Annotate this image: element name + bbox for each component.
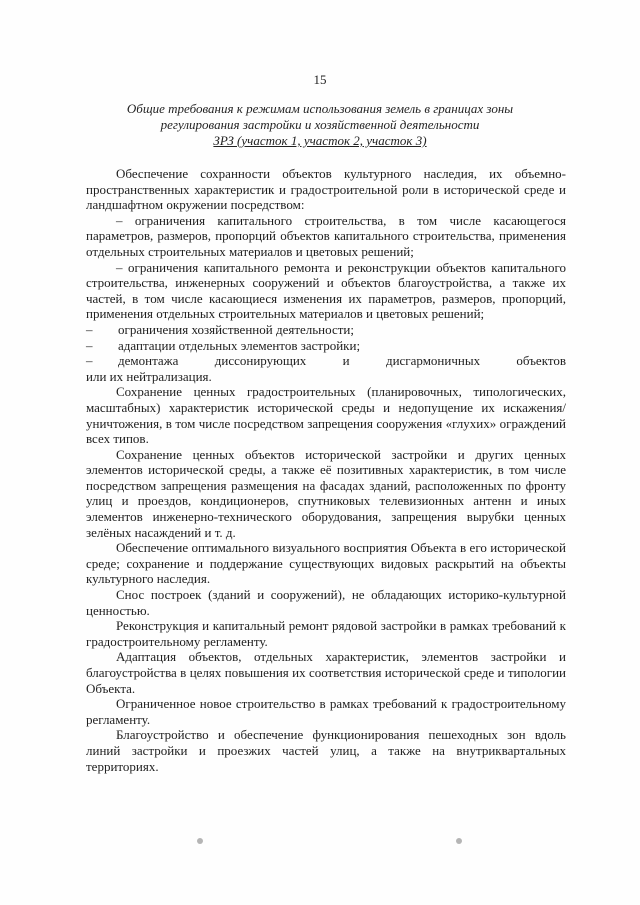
scan-mark xyxy=(197,838,203,844)
paragraph: Сохранение ценных градостроительных (планировочных, типологических, масштабных) характеристик исторической среды и недопущение их искажения/уничтожения, в том числе посредством запрещения сооружения «глухих» ограждений всех типов. xyxy=(86,384,566,447)
heading-line-2: регулирования застройки и хозяйственной деятельности xyxy=(160,117,480,132)
paragraph-continuation: или их нейтрализация. xyxy=(86,368,212,384)
paragraph: Снос построек (зданий и сооружений), не обладающих историко-культурной ценностью. xyxy=(86,587,566,618)
list-dash: – xyxy=(86,353,93,369)
list-item xyxy=(86,322,566,338)
paragraph: Обеспечение оптимального визуального восприятия Объекта в его исторической среде; сохранение и поддержание существующих видовых раскрытий на объекты культурного наследия. xyxy=(86,540,566,587)
list-dash: – xyxy=(86,337,93,353)
scan-mark xyxy=(456,838,462,844)
paragraph: Адаптация объектов, отдельных характеристик, элементов застройки и благоустройства в целях повышения их соответствия исторической среде и типологии Объекта. xyxy=(86,649,566,696)
paragraph: Реконструкция и капитальный ремонт рядовой застройки в рамках требований к градостроительному регламенту. xyxy=(86,618,566,649)
list-dash: – xyxy=(86,321,93,337)
paragraph: Обеспечение сохранности объектов культурного наследия, их объемно-пространственных характеристик и градостроительной роли в исторической среде и ландшафтном окружении посредством: xyxy=(86,166,566,213)
body-text xyxy=(86,166,566,774)
list-item-text: адаптации отдельных элементов застройки; xyxy=(118,337,361,353)
page-number: 15 xyxy=(313,72,327,87)
paragraph: Сохранение ценных объектов исторической застройки и других ценных элементов исторической среды, а также её позитивных характеристик, в том числе посредством запрещения размещения на фасадах зданий, расположенных по фронту улиц и проездов, кондиционеров, спутниковых телевизионных антенн и иных элементов инженерно-технического оборудования, запрещения вырубки ценных зелёных насаждений и т. д. xyxy=(86,446,566,540)
paragraph: – ограничения капитального ремонта и реконструкции объектов капитального строительства, инженерных сооружений и объектов благоустройства, а также их частей, в том числе касающиеся изменения их параметров, размеров, пропорций, применения отдельных строительных материалов и цветовых решений; xyxy=(86,259,566,322)
list-item xyxy=(86,338,566,354)
list-item xyxy=(86,353,566,369)
heading-zone-label: ЗРЗ (участок 1, участок 2, участок 3) xyxy=(213,133,427,148)
list-item-text: демонтажа диссонирующих и дисгармоничных объектов xyxy=(118,353,566,369)
list-item-text: ограничения хозяйственной деятельности; xyxy=(118,321,354,337)
section-heading xyxy=(60,101,580,149)
paragraph: Благоустройство и обеспечение функционирования пешеходных зон вдоль линий застройки и проезжих частей улиц, а также на внутриквартальных территориях. xyxy=(86,727,566,774)
heading-line-1: Общие требования к режимам использования земель в границах зоны xyxy=(126,101,514,116)
paragraph: Ограниченное новое строительство в рамках требований к градостроительному регламенту. xyxy=(86,696,566,727)
paragraph: – ограничения капитального строительства, в том числе касающегося параметров, размеров, пропорций объектов капитального строительства, применения отдельных строительных материалов и цветовых решений; xyxy=(86,212,566,259)
